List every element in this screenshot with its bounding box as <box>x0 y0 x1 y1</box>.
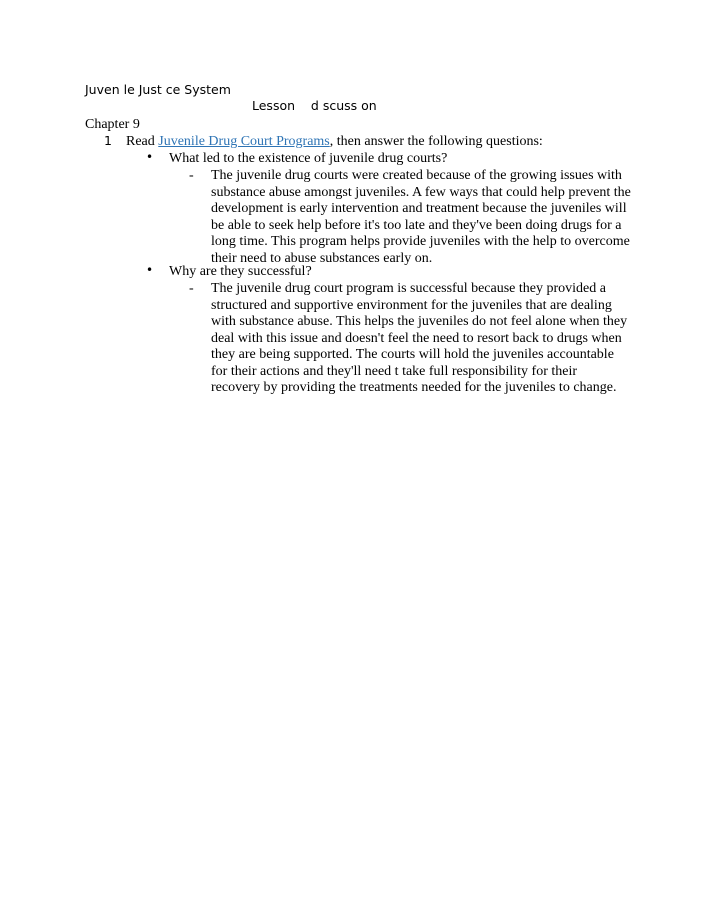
bullet-icon: • <box>146 263 154 277</box>
read-prefix: Read <box>126 134 159 149</box>
answer-line: development is early intervention and treatment because the juveniles will <box>211 201 627 216</box>
lesson-title: Lesson d scuss on <box>252 98 377 113</box>
answer-2 <box>211 281 651 397</box>
answer-line: deal with this issue and doesn't feel the need to resort back to drugs when <box>211 330 622 346</box>
question-1: What led to the existence of juvenile drug courts? <box>169 151 448 166</box>
course-title: Juven le Just ce System <box>85 82 231 97</box>
question-2: Why are they successful? <box>169 264 312 279</box>
answer-line: The juvenile drug courts were created because of the growing issues with <box>211 168 622 183</box>
dash-marker: - <box>189 281 194 296</box>
answer-line: long time. This program helps provide juveniles with the help to overcome <box>211 234 630 249</box>
answer-line: with substance abuse. This helps the juveniles do not feel alone when they <box>211 314 628 329</box>
answer-line: for their actions and they'll need t take full responsibility for their <box>211 363 578 379</box>
list-number: 1 <box>104 133 112 148</box>
reading-instruction <box>126 134 543 151</box>
answer-1 <box>211 168 651 267</box>
answer-line: be able to seek help before it's too late and they've been doing drugs for a <box>211 217 622 233</box>
answer-line: substance abuse amongst juveniles. A few ways that could help prevent the <box>211 184 631 200</box>
answer-line: they are being supported. The courts will hold the juveniles accountable <box>211 347 614 362</box>
answer-line: structured and supportive environment for the juveniles that are dealing <box>211 297 612 313</box>
juvenile-drug-court-programs-link[interactable]: Juvenile Drug Court Programs <box>158 134 330 149</box>
answer-line: recovery by providing the treatments needed for the juveniles to change. <box>211 380 617 395</box>
chapter-heading: Chapter 9 <box>85 117 140 132</box>
dash-marker: - <box>189 168 194 183</box>
bullet-icon: • <box>146 150 154 164</box>
read-suffix: , then answer the following questions: <box>329 134 543 149</box>
answer-line: their need to abuse substances early on. <box>211 250 433 266</box>
answer-line: The juvenile drug court program is successful because they provided a <box>211 281 606 296</box>
